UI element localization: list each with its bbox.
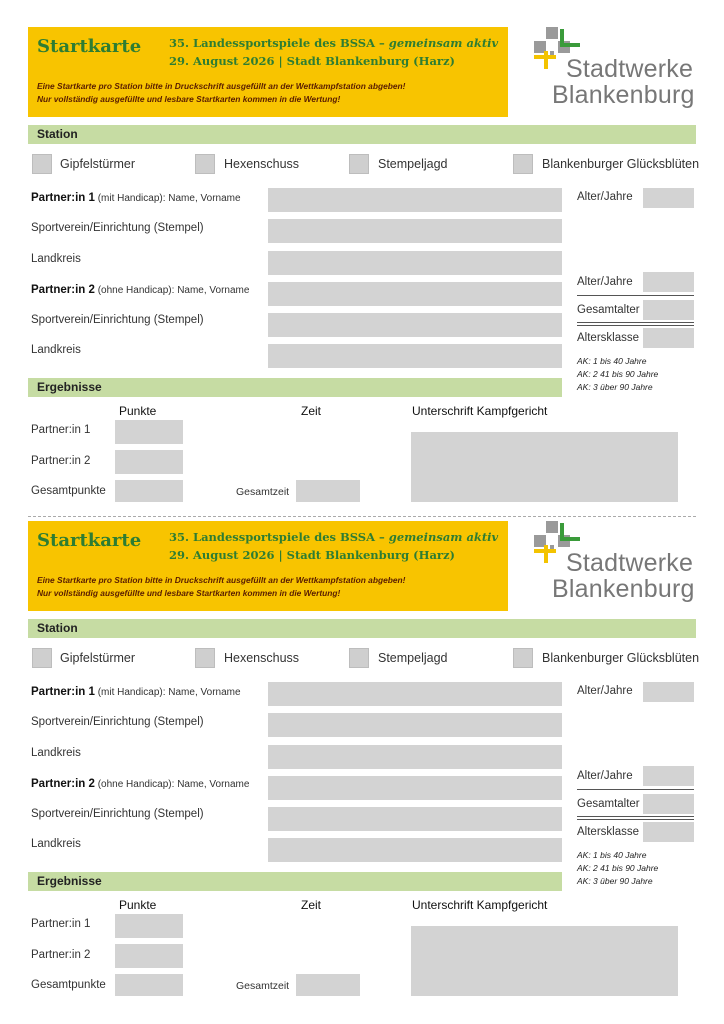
label-stempeljagd: Stempeljagd: [378, 651, 448, 665]
signature-column-header: Unterschrift Kampfgericht: [412, 898, 548, 912]
total-time-label: Gesamtzeit: [236, 486, 290, 498]
total-time-label: Gesamtzeit: [236, 980, 290, 992]
partner1-age-label: Alter/Jahre: [577, 685, 633, 697]
partner2-club-label: Sportverein/Einrichtung (Stempel): [31, 314, 204, 326]
label-gipfelstuermer: Gipfelstürmer: [60, 157, 136, 171]
result-partner2-label: Partner:in 2: [31, 455, 91, 467]
checkbox-hexenschuss[interactable]: [195, 154, 215, 174]
partner2-age-label: Alter/Jahre: [577, 770, 633, 782]
partner2-district-label: Landkreis: [31, 838, 81, 850]
header-banner: [28, 521, 508, 611]
label-gipfelstuermer: Gipfelstürmer: [60, 651, 136, 665]
partner1-name-label: Partner:in 1 (mit Handicap): Name, Vorname: [31, 686, 241, 698]
total-age-field[interactable]: [643, 794, 694, 814]
partner1-district-field[interactable]: [268, 251, 562, 275]
partner2-club-field[interactable]: [268, 807, 562, 831]
result-total-points[interactable]: [115, 974, 183, 996]
partner1-age-field[interactable]: [643, 682, 694, 702]
result-total-points-label: Gesamtpunkte: [31, 979, 106, 991]
signature-field[interactable]: [411, 432, 678, 502]
partner2-age-field[interactable]: [643, 766, 694, 786]
partner1-name-field[interactable]: [268, 682, 562, 706]
checkbox-hexenschuss[interactable]: [195, 648, 215, 668]
checkbox-stempeljagd[interactable]: [349, 648, 369, 668]
age-class-label: Altersklasse: [577, 332, 639, 344]
signature-field[interactable]: [411, 926, 678, 996]
points-column-header: Punkte: [119, 404, 157, 418]
age-class-3: AK: 3 über 90 Jahre: [577, 382, 653, 392]
partner1-district-field[interactable]: [268, 745, 562, 769]
age-class-1: AK: 1 bis 40 Jahre: [577, 850, 647, 860]
label-gluecksblueten: Blankenburger Glücksblüten: [542, 651, 700, 665]
label-gluecksblueten: Blankenburger Glücksblüten: [542, 157, 700, 171]
partner2-name-label: Partner:in 2 (ohne Handicap): Name, Vorname: [31, 778, 250, 790]
partner1-club-label: Sportverein/Einrichtung (Stempel): [31, 716, 204, 728]
instruction-note-1: Eine Startkarte pro Station bitte in Druckschrift ausgefüllt an der Wettkampfstation abgeben!: [37, 81, 406, 91]
result-partner1-label: Partner:in 1: [31, 918, 91, 930]
header-banner: [28, 27, 508, 117]
result-partner1-label: Partner:in 1: [31, 424, 91, 436]
partner1-district-label: Landkreis: [31, 747, 81, 759]
logo-word-blankenburg: Blankenburg: [552, 575, 695, 603]
total-time-field[interactable]: [296, 974, 360, 996]
checkbox-gluecksblueten[interactable]: [513, 154, 533, 174]
logo-word-stadtwerke: Stadtwerke: [566, 55, 694, 83]
age-class-2: AK: 2 41 bis 90 Jahre: [577, 863, 659, 873]
card-title: Startkarte: [37, 36, 142, 57]
result-partner2-points[interactable]: [115, 450, 183, 474]
total-age-label: Gesamtalter: [577, 798, 640, 810]
partner1-club-field[interactable]: [268, 713, 562, 737]
logo-word-blankenburg: Blankenburg: [552, 81, 695, 109]
partner1-age-field[interactable]: [643, 188, 694, 208]
time-column-header: Zeit: [301, 898, 322, 912]
partner1-club-label: Sportverein/Einrichtung (Stempel): [31, 222, 204, 234]
logo-word-stadtwerke: Stadtwerke: [566, 549, 694, 577]
startkarte-card-1: [0, 0, 724, 500]
event-name: 35. Landessportspiele des BSSA – gemeinsam aktiv: [169, 36, 499, 50]
instruction-note-2: Nur vollständig ausgefüllte und lesbare Startkarten kommen in die Wertung!: [37, 94, 341, 104]
partner1-club-field[interactable]: [268, 219, 562, 243]
partner2-district-field[interactable]: [268, 344, 562, 368]
total-age-field[interactable]: [643, 300, 694, 320]
results-bar: Ergebnisse: [28, 872, 562, 891]
checkbox-gipfelstuermer[interactable]: [32, 154, 52, 174]
checkbox-gipfelstuermer[interactable]: [32, 648, 52, 668]
stadtwerke-logo: [530, 25, 700, 115]
label-hexenschuss: Hexenschuss: [224, 157, 300, 171]
partner2-name-field[interactable]: [268, 776, 562, 800]
instruction-note-2: Nur vollständig ausgefüllte und lesbare Startkarten kommen in die Wertung!: [37, 588, 341, 598]
result-partner2-points[interactable]: [115, 944, 183, 968]
partner2-age-label: Alter/Jahre: [577, 276, 633, 288]
age-class-2: AK: 2 41 bis 90 Jahre: [577, 369, 659, 379]
age-class-field[interactable]: [643, 822, 694, 842]
partner1-name-label: Partner:in 1 (mit Handicap): Name, Vorname: [31, 192, 241, 204]
partner2-club-label: Sportverein/Einrichtung (Stempel): [31, 808, 204, 820]
label-stempeljagd: Stempeljagd: [378, 157, 448, 171]
partner2-age-field[interactable]: [643, 272, 694, 292]
time-column-header: Zeit: [301, 404, 322, 418]
age-class-1: AK: 1 bis 40 Jahre: [577, 356, 647, 366]
result-total-points-label: Gesamtpunkte: [31, 485, 106, 497]
station-bar: Station: [28, 619, 696, 638]
card-title: Startkarte: [37, 530, 142, 551]
points-column-header: Punkte: [119, 898, 157, 912]
stadtwerke-logo: [530, 519, 700, 609]
partner2-district-label: Landkreis: [31, 344, 81, 356]
event-date-location: 29. August 2026 | Stadt Blankenburg (Harz): [169, 548, 455, 562]
results-bar: Ergebnisse: [28, 378, 562, 397]
result-partner1-points[interactable]: [115, 914, 183, 938]
age-class-3: AK: 3 über 90 Jahre: [577, 876, 653, 886]
partner1-name-field[interactable]: [268, 188, 562, 212]
total-age-label: Gesamtalter: [577, 304, 640, 316]
startkarte-card-2: [0, 494, 724, 994]
signature-column-header: Unterschrift Kampfgericht: [412, 404, 548, 418]
instruction-note-1: Eine Startkarte pro Station bitte in Druckschrift ausgefüllt an der Wettkampfstation abgeben!: [37, 575, 406, 585]
age-class-label: Altersklasse: [577, 826, 639, 838]
result-partner1-points[interactable]: [115, 420, 183, 444]
age-class-field[interactable]: [643, 328, 694, 348]
checkbox-stempeljagd[interactable]: [349, 154, 369, 174]
partner2-club-field[interactable]: [268, 313, 562, 337]
checkbox-gluecksblueten[interactable]: [513, 648, 533, 668]
partner2-name-field[interactable]: [268, 282, 562, 306]
partner2-name-label: Partner:in 2 (ohne Handicap): Name, Vorname: [31, 284, 250, 296]
event-date-location: 29. August 2026 | Stadt Blankenburg (Harz): [169, 54, 455, 68]
partner1-age-label: Alter/Jahre: [577, 191, 633, 203]
partner1-district-label: Landkreis: [31, 253, 81, 265]
partner2-district-field[interactable]: [268, 838, 562, 862]
station-bar: Station: [28, 125, 696, 144]
event-name: 35. Landessportspiele des BSSA – gemeinsam aktiv: [169, 530, 499, 544]
label-hexenschuss: Hexenschuss: [224, 651, 300, 665]
result-partner2-label: Partner:in 2: [31, 949, 91, 961]
